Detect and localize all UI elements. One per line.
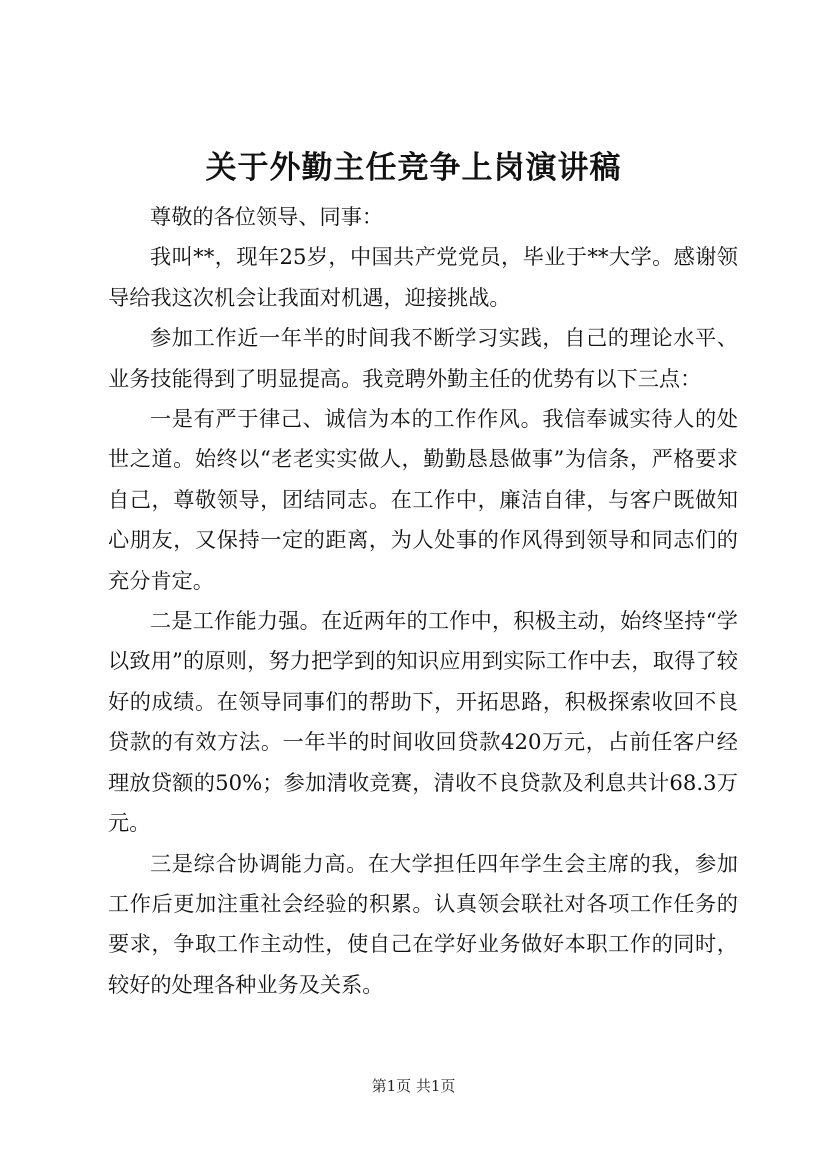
document-body: [108, 197, 738, 1005]
paragraph-advantages-intro: 参加工作近一年半的时间我不断学习实践，自己的理论水平、业务技能得到了明显提高。我竞聘外勤主任的优势有以下三点：: [108, 325, 738, 391]
paragraph-advantage-one: 一是有严于律己、诚信为本的工作作风。我信奉诚实待人的处世之道。始终以“老老实实做人，勤勤恳恳做事”为信条，严格要求自己，尊敬领导，团结同志。在工作中，廉洁自律，与客户既做知心朋友，又保持一定的距离，为人处事的作风得到领导和同志们的充分肯定。: [108, 406, 738, 593]
paragraph-advantage-three: 三是综合协调能力高。在大学担任四年学生会主席的我，参加工作后更加注重社会经验的积累。认真领会联社对各项工作任务的要求，争取工作主动性，使自己在学好业务做好本职工作的同时，较好的处理各种业务及关系。: [108, 850, 738, 997]
paragraph-advantage-two: 二是工作能力强。在近两年的工作中，积极主动，始终坚持“学以致用”的原则，努力把学到的知识应用到实际工作中去，取得了较好的成绩。在领导同事们的帮助下，开拓思路，积极探索收回不良贷款的有效方法。一年半的时间收回贷款420万元，占前任客户经理放贷额的50%；参加清收竞赛，清收不良贷款及利息共计68.3万元。: [108, 608, 738, 836]
document-title: 关于外勤主任竞争上岗演讲稿: [205, 150, 622, 186]
paragraph-salutation: 尊敬的各位领导、同事：: [150, 204, 384, 229]
page-footer: 第1页 共1页: [371, 1077, 456, 1095]
paragraph-introduction: 我叫**，现年25岁，中国共产党党员，毕业于**大学。感谢领导给我这次机会让我面对机遇，迎接挑战。: [108, 244, 738, 310]
